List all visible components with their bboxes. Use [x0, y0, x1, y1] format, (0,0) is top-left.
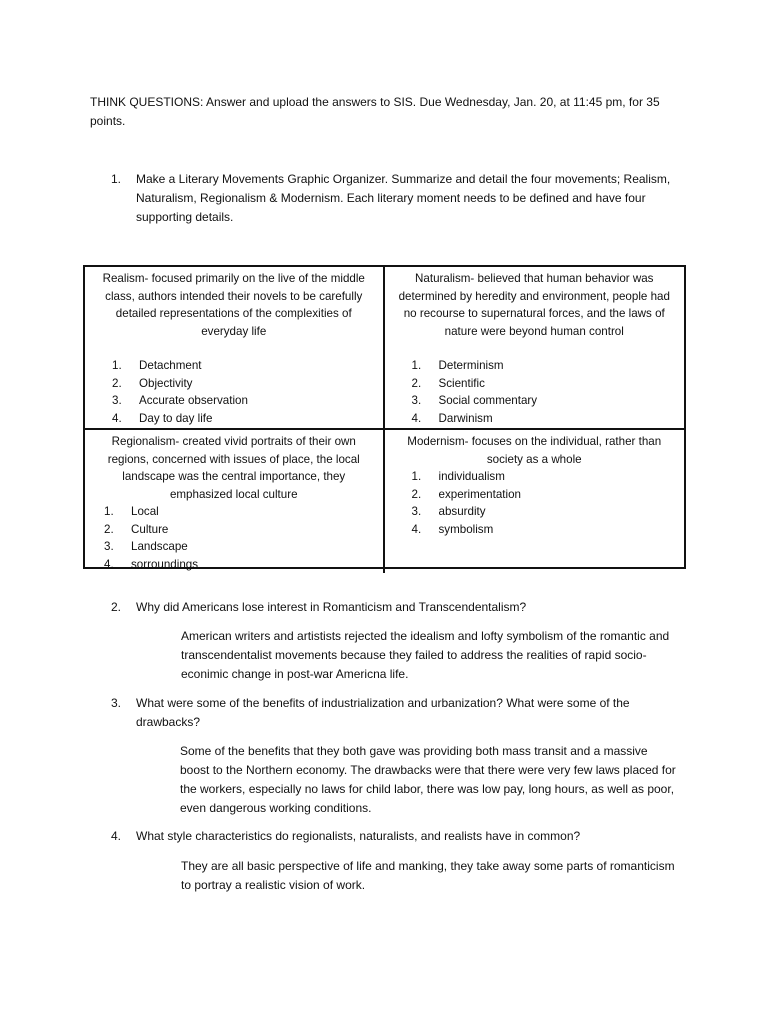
instructions-lead: THINK QUESTIONS: [90, 95, 204, 109]
answer-2: American writers and artistists rejected the idealism and lofty symbolism of the romantic and transcendentalist movements because they failed to address the realities of rapid socio-econimic change in post-war Americna life. [181, 629, 670, 681]
list-item: 1. Determinism [411, 359, 504, 372]
list-item: 1. Detachment [112, 359, 202, 372]
answer-4: They are all basic perspective of life and manking, they take away some parts of romanticism to portray a realistic vision of work. [181, 859, 675, 892]
regionalism-details [93, 503, 375, 573]
list-item: 4. Day to day life [112, 411, 213, 425]
list-item: 4. sorroundings [104, 557, 199, 571]
list-item: 4. symbolism [411, 522, 494, 536]
literary-movements-organizer [83, 265, 686, 569]
question-text: Why did Americans lose interest in Romanticism and Transcendentalism? [136, 600, 527, 614]
question-number: 1. [111, 172, 122, 186]
list-item: 2. experimentation [411, 487, 521, 501]
list-item: 3. Social commentary [411, 394, 538, 407]
modernism-cell [385, 430, 685, 573]
question-text: Make a Literary Movements Graphic Organizer. Summarize and detail the four movements; Realism, Naturalism, Regionalism & Modernism. Each literary moment needs to be defined and have four supporting details. [136, 172, 671, 224]
list-item: 2. Objectivity [112, 376, 193, 390]
list-item: 3. absurdity [411, 505, 486, 518]
list-item: 2. Scientific [411, 376, 485, 390]
regionalism-cell [85, 430, 385, 573]
question-2 [111, 598, 681, 617]
list-item: 3. Landscape [104, 540, 188, 553]
question-4 [111, 827, 681, 846]
list-item: 2. Culture [104, 522, 169, 536]
naturalism-details [393, 357, 677, 427]
modernism-definition: Modernism- focuses on the individual, rather than society as a whole [407, 435, 662, 466]
list-item: 1. individualism [411, 470, 505, 483]
realism-definition: Realism- focused primarily on the live of the middle class, authors intended their novels to be carefully detailed representations of the complexities of everyday life [102, 272, 365, 338]
regionalism-definition: Regionalism- created vivid portraits of their own regions, concerned with issues of place, the local landscape was the central importance, they emphasized local culture [107, 435, 360, 501]
list-item: 1. Local [104, 505, 159, 518]
question-text: What were some of the benefits of industrialization and urbanization? What were some of the drawbacks? [136, 696, 630, 729]
question-text: What style characteristics do regionalists, naturalists, and realists have in common? [136, 829, 581, 843]
question-number: 3. [111, 696, 122, 710]
instructions-text: Answer and upload the answers to SIS. Due Wednesday, Jan. 20, at 11:45 pm, for 35 points. [90, 95, 660, 128]
realism-cell [85, 267, 385, 430]
question-1 [111, 170, 681, 227]
assignment-instructions [90, 93, 680, 131]
naturalism-definition: Naturalism- believed that human behavior was determined by heredity and environment, people had no recourse to supernatural forces, and the laws of nature were beyond human control [398, 272, 670, 338]
question-number: 2. [111, 600, 122, 614]
list-item: 4. Darwinism [411, 411, 493, 425]
modernism-details [393, 468, 677, 538]
naturalism-cell [385, 267, 685, 430]
answer-3: Some of the benefits that they both gave was providing both mass transit and a massive boost to the Northern economy. The drawbacks were that there were very few laws placed for the workers, especially no laws for child labor, there was low pay, long hours, as well as poor, even dangerous working conditions. [180, 744, 676, 815]
realism-details [93, 357, 375, 427]
question-3 [111, 694, 681, 732]
list-item: 3. Accurate observation [112, 394, 248, 407]
question-number: 4. [111, 829, 122, 843]
